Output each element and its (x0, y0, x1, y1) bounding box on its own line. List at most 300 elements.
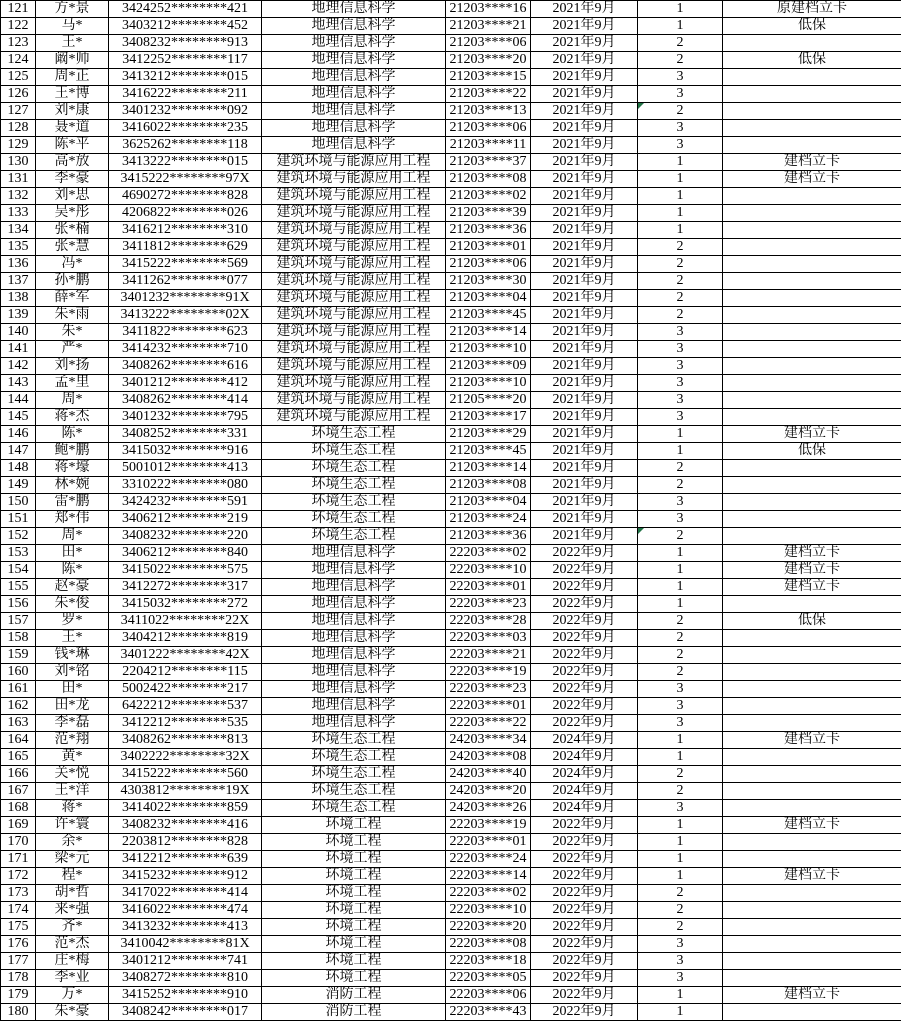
cell-status-label[interactable] (723, 766, 901, 783)
cell-id-number[interactable]: 3310222********080 (109, 477, 262, 494)
cell-row-number[interactable]: 174 (1, 902, 36, 919)
cell-id-number[interactable]: 3415222********569 (109, 256, 262, 273)
cell-row-number[interactable]: 155 (1, 579, 36, 596)
cell-status-label[interactable]: 建档立卡 (723, 562, 901, 579)
cell-student-name[interactable]: 田*龙 (36, 698, 109, 715)
cell-grade-number[interactable]: 3 (638, 681, 723, 698)
cell-enroll-date[interactable]: 2022年9月 (531, 970, 638, 987)
cell-student-id[interactable]: 22203****20 (446, 919, 531, 936)
cell-student-id[interactable]: 21203****30 (446, 273, 531, 290)
cell-row-number[interactable]: 132 (1, 188, 36, 205)
cell-enroll-date[interactable]: 2022年9月 (531, 902, 638, 919)
cell-major[interactable]: 建筑环境与能源应用工程 (262, 341, 446, 358)
cell-status-label[interactable] (723, 392, 901, 409)
cell-enroll-date[interactable]: 2021年9月 (531, 137, 638, 154)
cell-major[interactable]: 环境生态工程 (262, 460, 446, 477)
cell-enroll-date[interactable]: 2021年9月 (531, 460, 638, 477)
cell-grade-number[interactable]: 3 (638, 970, 723, 987)
cell-grade-number[interactable]: 2 (638, 919, 723, 936)
cell-row-number[interactable]: 168 (1, 800, 36, 817)
cell-id-number[interactable]: 3411022********22X (109, 613, 262, 630)
cell-student-id[interactable]: 22203****19 (446, 664, 531, 681)
cell-id-number[interactable]: 4206822********026 (109, 205, 262, 222)
cell-student-name[interactable]: 吴*彤 (36, 205, 109, 222)
cell-student-id[interactable]: 22203****02 (446, 885, 531, 902)
cell-major[interactable]: 建筑环境与能源应用工程 (262, 239, 446, 256)
cell-major[interactable]: 建筑环境与能源应用工程 (262, 154, 446, 171)
cell-student-id[interactable]: 21203****29 (446, 426, 531, 443)
cell-enroll-date[interactable]: 2021年9月 (531, 358, 638, 375)
cell-major[interactable]: 地理信息科学 (262, 69, 446, 86)
cell-major[interactable]: 环境工程 (262, 936, 446, 953)
cell-enroll-date[interactable]: 2022年9月 (531, 562, 638, 579)
cell-grade-number[interactable]: 2 (638, 273, 723, 290)
cell-student-name[interactable]: 蒋*杰 (36, 409, 109, 426)
cell-student-id[interactable]: 21205****20 (446, 392, 531, 409)
cell-status-label[interactable]: 建档立卡 (723, 426, 901, 443)
cell-student-name[interactable]: 陈*平 (36, 137, 109, 154)
cell-student-name[interactable]: 林*婉 (36, 477, 109, 494)
cell-student-name[interactable]: 蒋*壕 (36, 460, 109, 477)
cell-row-number[interactable]: 180 (1, 1004, 36, 1021)
cell-student-id[interactable]: 21203****08 (446, 171, 531, 188)
cell-row-number[interactable]: 161 (1, 681, 36, 698)
cell-grade-number[interactable]: 1 (638, 426, 723, 443)
cell-student-id[interactable]: 24203****20 (446, 783, 531, 800)
cell-status-label[interactable] (723, 800, 901, 817)
cell-major[interactable]: 地理信息科学 (262, 664, 446, 681)
cell-grade-number[interactable]: 1 (638, 545, 723, 562)
cell-student-id[interactable]: 21203****37 (446, 154, 531, 171)
cell-grade-number[interactable]: 1 (638, 868, 723, 885)
cell-status-label[interactable] (723, 664, 901, 681)
cell-student-id[interactable]: 22203****02 (446, 545, 531, 562)
cell-enroll-date[interactable]: 2022年9月 (531, 698, 638, 715)
cell-row-number[interactable]: 124 (1, 52, 36, 69)
cell-major[interactable]: 环境工程 (262, 834, 446, 851)
cell-row-number[interactable]: 165 (1, 749, 36, 766)
cell-id-number[interactable]: 3416022********235 (109, 120, 262, 137)
cell-major[interactable]: 环境工程 (262, 953, 446, 970)
cell-major[interactable]: 环境生态工程 (262, 783, 446, 800)
cell-major[interactable]: 地理信息科学 (262, 647, 446, 664)
cell-student-id[interactable]: 21203****10 (446, 375, 531, 392)
cell-student-name[interactable]: 刘*思 (36, 188, 109, 205)
cell-id-number[interactable]: 3411822********623 (109, 324, 262, 341)
cell-status-label[interactable] (723, 511, 901, 528)
cell-id-number[interactable]: 3402222********32X (109, 749, 262, 766)
cell-id-number[interactable]: 2204212********115 (109, 664, 262, 681)
cell-student-id[interactable]: 22203****24 (446, 851, 531, 868)
cell-row-number[interactable]: 134 (1, 222, 36, 239)
cell-row-number[interactable]: 123 (1, 35, 36, 52)
cell-major[interactable]: 地理信息科学 (262, 120, 446, 137)
cell-student-id[interactable]: 21203****14 (446, 324, 531, 341)
cell-status-label[interactable] (723, 1004, 901, 1021)
cell-enroll-date[interactable]: 2021年9月 (531, 324, 638, 341)
cell-student-name[interactable]: 王* (36, 35, 109, 52)
cell-id-number[interactable]: 3415022********575 (109, 562, 262, 579)
cell-enroll-date[interactable]: 2022年9月 (531, 1004, 638, 1021)
cell-grade-number[interactable]: 3 (638, 953, 723, 970)
cell-status-label[interactable] (723, 715, 901, 732)
cell-row-number[interactable]: 163 (1, 715, 36, 732)
cell-id-number[interactable]: 3415232********912 (109, 868, 262, 885)
cell-row-number[interactable]: 164 (1, 732, 36, 749)
cell-id-number[interactable]: 3406212********840 (109, 545, 262, 562)
cell-id-number[interactable]: 3414022********859 (109, 800, 262, 817)
cell-enroll-date[interactable]: 2021年9月 (531, 426, 638, 443)
cell-id-number[interactable]: 3403212********452 (109, 18, 262, 35)
cell-enroll-date[interactable]: 2021年9月 (531, 392, 638, 409)
cell-student-id[interactable]: 22203****10 (446, 902, 531, 919)
cell-major[interactable]: 建筑环境与能源应用工程 (262, 188, 446, 205)
cell-major[interactable]: 地理信息科学 (262, 1, 446, 18)
cell-student-id[interactable]: 22203****01 (446, 698, 531, 715)
cell-id-number[interactable]: 3401232********092 (109, 103, 262, 120)
cell-row-number[interactable]: 137 (1, 273, 36, 290)
cell-student-name[interactable]: 万* (36, 987, 109, 1004)
cell-id-number[interactable]: 4303812********19X (109, 783, 262, 800)
cell-major[interactable]: 地理信息科学 (262, 579, 446, 596)
cell-major[interactable]: 环境生态工程 (262, 494, 446, 511)
cell-student-name[interactable]: 马* (36, 18, 109, 35)
cell-enroll-date[interactable]: 2021年9月 (531, 290, 638, 307)
cell-student-name[interactable]: 来*强 (36, 902, 109, 919)
cell-enroll-date[interactable]: 2022年9月 (531, 817, 638, 834)
cell-id-number[interactable]: 3408242********017 (109, 1004, 262, 1021)
cell-row-number[interactable]: 173 (1, 885, 36, 902)
cell-student-id[interactable]: 21203****06 (446, 120, 531, 137)
cell-id-number[interactable]: 3412252********117 (109, 52, 262, 69)
cell-grade-number[interactable]: 2 (638, 885, 723, 902)
cell-enroll-date[interactable]: 2022年9月 (531, 851, 638, 868)
cell-student-id[interactable]: 21203****04 (446, 494, 531, 511)
cell-student-name[interactable]: 刘*扬 (36, 358, 109, 375)
cell-row-number[interactable]: 122 (1, 18, 36, 35)
cell-student-name[interactable]: 关*悦 (36, 766, 109, 783)
cell-status-label[interactable] (723, 239, 901, 256)
cell-id-number[interactable]: 3412272********317 (109, 579, 262, 596)
cell-grade-number[interactable]: 2 (638, 239, 723, 256)
cell-grade-number[interactable]: 1 (638, 579, 723, 596)
cell-student-name[interactable]: 郑*伟 (36, 511, 109, 528)
cell-student-id[interactable]: 21203****13 (446, 103, 531, 120)
cell-id-number[interactable]: 3401232********91X (109, 290, 262, 307)
cell-status-label[interactable] (723, 35, 901, 52)
cell-student-name[interactable]: 梁*元 (36, 851, 109, 868)
cell-student-name[interactable]: 严* (36, 341, 109, 358)
cell-status-label[interactable]: 建档立卡 (723, 545, 901, 562)
cell-student-name[interactable]: 罗* (36, 613, 109, 630)
cell-student-name[interactable]: 朱*俊 (36, 596, 109, 613)
cell-student-name[interactable]: 许*寰 (36, 817, 109, 834)
cell-id-number[interactable]: 5001012********413 (109, 460, 262, 477)
cell-enroll-date[interactable]: 2022年9月 (531, 885, 638, 902)
cell-grade-number[interactable]: 3 (638, 936, 723, 953)
cell-grade-number[interactable]: 3 (638, 358, 723, 375)
cell-enroll-date[interactable]: 2024年9月 (531, 800, 638, 817)
cell-student-id[interactable]: 21203****22 (446, 86, 531, 103)
cell-student-id[interactable]: 22203****03 (446, 630, 531, 647)
cell-grade-number[interactable]: 2 (638, 103, 723, 120)
cell-status-label[interactable]: 建档立卡 (723, 579, 901, 596)
cell-id-number[interactable]: 3416212********310 (109, 222, 262, 239)
cell-student-name[interactable]: 周* (36, 392, 109, 409)
cell-status-label[interactable] (723, 851, 901, 868)
cell-status-label[interactable] (723, 120, 901, 137)
cell-id-number[interactable]: 3417022********414 (109, 885, 262, 902)
cell-id-number[interactable]: 3415032********272 (109, 596, 262, 613)
cell-grade-number[interactable]: 3 (638, 511, 723, 528)
cell-id-number[interactable]: 3408232********913 (109, 35, 262, 52)
cell-status-label[interactable]: 建档立卡 (723, 817, 901, 834)
cell-student-id[interactable]: 21203****06 (446, 256, 531, 273)
cell-grade-number[interactable]: 1 (638, 834, 723, 851)
cell-student-id[interactable]: 21203****36 (446, 528, 531, 545)
cell-student-name[interactable]: 黄* (36, 749, 109, 766)
cell-student-name[interactable]: 程* (36, 868, 109, 885)
cell-row-number[interactable]: 121 (1, 1, 36, 18)
cell-grade-number[interactable]: 3 (638, 494, 723, 511)
cell-status-label[interactable]: 低保 (723, 443, 901, 460)
cell-row-number[interactable]: 177 (1, 953, 36, 970)
cell-enroll-date[interactable]: 2021年9月 (531, 477, 638, 494)
cell-student-id[interactable]: 22203****23 (446, 681, 531, 698)
cell-student-name[interactable]: 赵*豪 (36, 579, 109, 596)
cell-enroll-date[interactable]: 2021年9月 (531, 120, 638, 137)
cell-major[interactable]: 建筑环境与能源应用工程 (262, 358, 446, 375)
cell-student-name[interactable]: 刘*铭 (36, 664, 109, 681)
cell-major[interactable]: 建筑环境与能源应用工程 (262, 171, 446, 188)
cell-enroll-date[interactable]: 2021年9月 (531, 494, 638, 511)
cell-status-label[interactable] (723, 222, 901, 239)
cell-status-label[interactable] (723, 137, 901, 154)
cell-enroll-date[interactable]: 2022年9月 (531, 936, 638, 953)
cell-row-number[interactable]: 153 (1, 545, 36, 562)
cell-row-number[interactable]: 135 (1, 239, 36, 256)
cell-status-label[interactable] (723, 885, 901, 902)
cell-major[interactable]: 环境生态工程 (262, 800, 446, 817)
cell-enroll-date[interactable]: 2021年9月 (531, 35, 638, 52)
cell-id-number[interactable]: 3625262********118 (109, 137, 262, 154)
cell-grade-number[interactable]: 1 (638, 817, 723, 834)
cell-major[interactable]: 环境生态工程 (262, 766, 446, 783)
cell-student-name[interactable]: 田* (36, 681, 109, 698)
cell-status-label[interactable]: 原建档立卡 (723, 1, 901, 18)
cell-student-id[interactable]: 24203****34 (446, 732, 531, 749)
cell-status-label[interactable] (723, 341, 901, 358)
cell-major[interactable]: 建筑环境与能源应用工程 (262, 392, 446, 409)
cell-status-label[interactable] (723, 936, 901, 953)
cell-status-label[interactable]: 建档立卡 (723, 868, 901, 885)
cell-grade-number[interactable]: 2 (638, 307, 723, 324)
cell-status-label[interactable] (723, 409, 901, 426)
cell-grade-number[interactable]: 2 (638, 35, 723, 52)
cell-grade-number[interactable]: 3 (638, 375, 723, 392)
cell-student-name[interactable]: 朱* (36, 324, 109, 341)
cell-grade-number[interactable]: 1 (638, 732, 723, 749)
cell-major[interactable]: 地理信息科学 (262, 613, 446, 630)
cell-grade-number[interactable]: 3 (638, 341, 723, 358)
cell-id-number[interactable]: 6422212********537 (109, 698, 262, 715)
cell-major[interactable]: 建筑环境与能源应用工程 (262, 409, 446, 426)
cell-major[interactable]: 建筑环境与能源应用工程 (262, 324, 446, 341)
cell-row-number[interactable]: 131 (1, 171, 36, 188)
cell-id-number[interactable]: 3414232********710 (109, 341, 262, 358)
cell-id-number[interactable]: 3401222********42X (109, 647, 262, 664)
cell-id-number[interactable]: 3408232********416 (109, 817, 262, 834)
cell-grade-number[interactable]: 2 (638, 613, 723, 630)
cell-student-id[interactable]: 21203****36 (446, 222, 531, 239)
cell-grade-number[interactable]: 1 (638, 154, 723, 171)
cell-student-id[interactable]: 21203****17 (446, 409, 531, 426)
cell-grade-number[interactable]: 3 (638, 409, 723, 426)
cell-student-name[interactable]: 余* (36, 834, 109, 851)
cell-major[interactable]: 地理信息科学 (262, 52, 446, 69)
cell-row-number[interactable]: 179 (1, 987, 36, 1004)
cell-status-label[interactable] (723, 783, 901, 800)
cell-student-id[interactable]: 22203****14 (446, 868, 531, 885)
cell-status-label[interactable] (723, 528, 901, 545)
cell-major[interactable]: 环境工程 (262, 851, 446, 868)
cell-student-id[interactable]: 21203****11 (446, 137, 531, 154)
cell-student-name[interactable]: 刘*康 (36, 103, 109, 120)
cell-student-id[interactable]: 22203****05 (446, 970, 531, 987)
cell-id-number[interactable]: 3401212********412 (109, 375, 262, 392)
cell-row-number[interactable]: 129 (1, 137, 36, 154)
cell-row-number[interactable]: 152 (1, 528, 36, 545)
cell-status-label[interactable] (723, 460, 901, 477)
cell-id-number[interactable]: 3416222********211 (109, 86, 262, 103)
cell-student-name[interactable]: 朱*豪 (36, 1004, 109, 1021)
cell-row-number[interactable]: 171 (1, 851, 36, 868)
cell-enroll-date[interactable]: 2022年9月 (531, 715, 638, 732)
cell-row-number[interactable]: 126 (1, 86, 36, 103)
cell-status-label[interactable] (723, 749, 901, 766)
cell-id-number[interactable]: 3413232********413 (109, 919, 262, 936)
cell-status-label[interactable] (723, 681, 901, 698)
cell-student-id[interactable]: 21203****01 (446, 239, 531, 256)
cell-enroll-date[interactable]: 2024年9月 (531, 783, 638, 800)
cell-major[interactable]: 建筑环境与能源应用工程 (262, 375, 446, 392)
cell-enroll-date[interactable]: 2021年9月 (531, 18, 638, 35)
cell-enroll-date[interactable]: 2022年9月 (531, 545, 638, 562)
cell-enroll-date[interactable]: 2021年9月 (531, 154, 638, 171)
cell-student-id[interactable]: 21203****02 (446, 188, 531, 205)
cell-row-number[interactable]: 169 (1, 817, 36, 834)
cell-grade-number[interactable]: 2 (638, 902, 723, 919)
cell-student-name[interactable]: 庄*梅 (36, 953, 109, 970)
cell-row-number[interactable]: 162 (1, 698, 36, 715)
cell-grade-number[interactable]: 1 (638, 562, 723, 579)
cell-row-number[interactable]: 154 (1, 562, 36, 579)
cell-status-label[interactable]: 低保 (723, 613, 901, 630)
cell-enroll-date[interactable]: 2021年9月 (531, 307, 638, 324)
cell-student-id[interactable]: 24203****26 (446, 800, 531, 817)
cell-row-number[interactable]: 156 (1, 596, 36, 613)
cell-grade-number[interactable]: 2 (638, 256, 723, 273)
cell-enroll-date[interactable]: 2024年9月 (531, 766, 638, 783)
cell-grade-number[interactable]: 3 (638, 698, 723, 715)
cell-grade-number[interactable]: 3 (638, 137, 723, 154)
cell-row-number[interactable]: 143 (1, 375, 36, 392)
cell-row-number[interactable]: 159 (1, 647, 36, 664)
cell-row-number[interactable]: 141 (1, 341, 36, 358)
cell-major[interactable]: 建筑环境与能源应用工程 (262, 256, 446, 273)
cell-student-name[interactable]: 蒋* (36, 800, 109, 817)
cell-major[interactable]: 环境生态工程 (262, 443, 446, 460)
cell-enroll-date[interactable]: 2021年9月 (531, 409, 638, 426)
cell-student-id[interactable]: 24203****08 (446, 749, 531, 766)
cell-id-number[interactable]: 3408252********331 (109, 426, 262, 443)
cell-id-number[interactable]: 3413222********015 (109, 154, 262, 171)
cell-major[interactable]: 环境工程 (262, 919, 446, 936)
cell-student-id[interactable]: 22203****08 (446, 936, 531, 953)
cell-status-label[interactable] (723, 834, 901, 851)
cell-grade-number[interactable]: 2 (638, 766, 723, 783)
cell-major[interactable]: 建筑环境与能源应用工程 (262, 290, 446, 307)
cell-row-number[interactable]: 127 (1, 103, 36, 120)
cell-enroll-date[interactable]: 2021年9月 (531, 1, 638, 18)
cell-status-label[interactable] (723, 596, 901, 613)
cell-student-id[interactable]: 21203****21 (446, 18, 531, 35)
cell-student-id[interactable]: 21203****15 (446, 69, 531, 86)
cell-status-label[interactable] (723, 477, 901, 494)
cell-major[interactable]: 建筑环境与能源应用工程 (262, 222, 446, 239)
cell-id-number[interactable]: 3401232********795 (109, 409, 262, 426)
cell-major[interactable]: 地理信息科学 (262, 562, 446, 579)
cell-id-number[interactable]: 3415032********916 (109, 443, 262, 460)
cell-grade-number[interactable]: 1 (638, 443, 723, 460)
cell-enroll-date[interactable]: 2021年9月 (531, 222, 638, 239)
cell-enroll-date[interactable]: 2024年9月 (531, 749, 638, 766)
cell-grade-number[interactable]: 1 (638, 171, 723, 188)
cell-student-id[interactable]: 22203****21 (446, 647, 531, 664)
cell-status-label[interactable] (723, 358, 901, 375)
cell-major[interactable]: 消防工程 (262, 987, 446, 1004)
cell-student-name[interactable]: 周* (36, 528, 109, 545)
cell-student-id[interactable]: 22203****18 (446, 953, 531, 970)
cell-student-id[interactable]: 21203****24 (446, 511, 531, 528)
cell-id-number[interactable]: 3413222********02X (109, 307, 262, 324)
cell-grade-number[interactable]: 2 (638, 664, 723, 681)
cell-grade-number[interactable]: 1 (638, 749, 723, 766)
cell-major[interactable]: 地理信息科学 (262, 18, 446, 35)
cell-student-id[interactable]: 24203****40 (446, 766, 531, 783)
cell-id-number[interactable]: 3411262********077 (109, 273, 262, 290)
cell-major[interactable]: 地理信息科学 (262, 596, 446, 613)
cell-student-name[interactable]: 阚*帅 (36, 52, 109, 69)
cell-row-number[interactable]: 149 (1, 477, 36, 494)
cell-enroll-date[interactable]: 2021年9月 (531, 103, 638, 120)
cell-student-name[interactable]: 李*业 (36, 970, 109, 987)
cell-enroll-date[interactable]: 2021年9月 (531, 341, 638, 358)
cell-row-number[interactable]: 175 (1, 919, 36, 936)
cell-status-label[interactable] (723, 324, 901, 341)
cell-student-name[interactable]: 王* (36, 630, 109, 647)
cell-status-label[interactable] (723, 273, 901, 290)
cell-student-id[interactable]: 22203****22 (446, 715, 531, 732)
cell-id-number[interactable]: 5002422********217 (109, 681, 262, 698)
cell-grade-number[interactable]: 1 (638, 1004, 723, 1021)
cell-enroll-date[interactable]: 2022年9月 (531, 579, 638, 596)
cell-major[interactable]: 环境生态工程 (262, 477, 446, 494)
cell-row-number[interactable]: 146 (1, 426, 36, 443)
cell-status-label[interactable]: 建档立卡 (723, 987, 901, 1004)
cell-grade-number[interactable]: 1 (638, 987, 723, 1004)
cell-id-number[interactable]: 3415222********560 (109, 766, 262, 783)
